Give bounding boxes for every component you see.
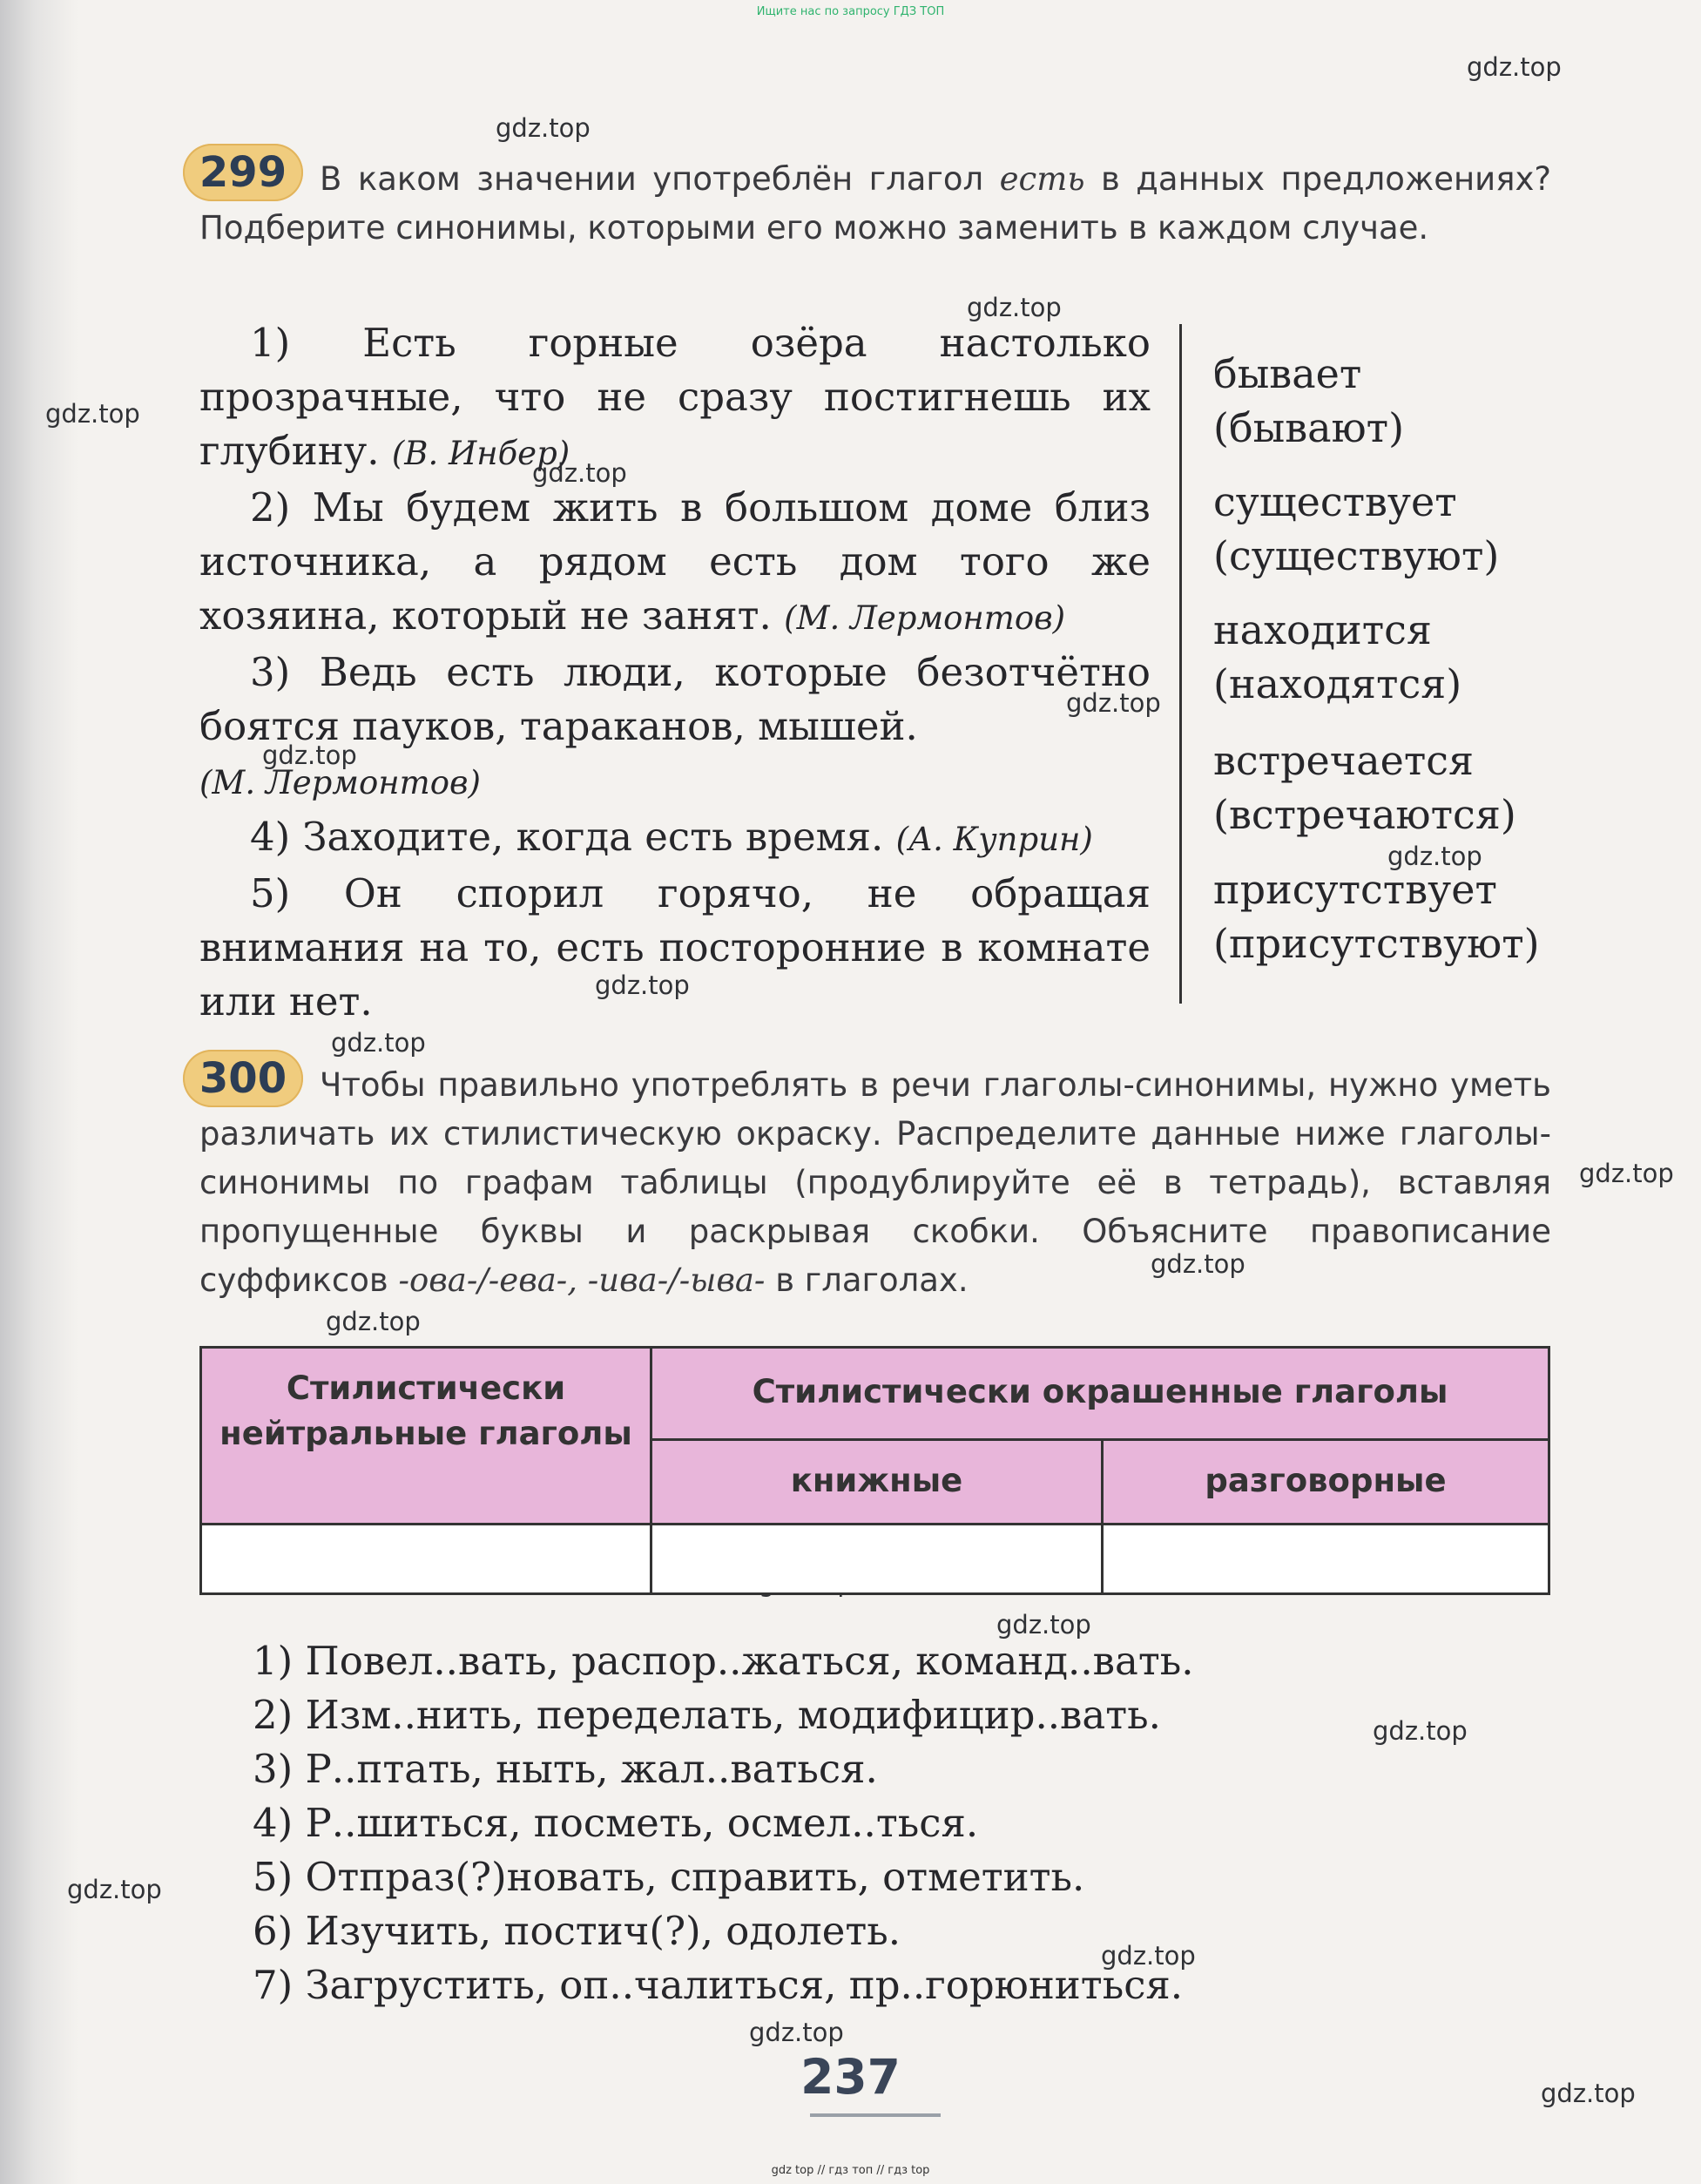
exercise-number-badge: 299 bbox=[183, 144, 303, 201]
list-item: 2) Изм..нить, переделать, модифицир..вать. bbox=[253, 1692, 1161, 1738]
task-text-part: в данных предложениях? Подберите синонимы, которыми его можно заменить в каждом случае. bbox=[199, 160, 1551, 247]
synonym-group-2: существует (существуют) bbox=[1213, 478, 1500, 579]
divider-line bbox=[1179, 324, 1182, 1004]
table-header-colloquial: разговорные bbox=[1101, 1438, 1548, 1523]
watermark: gdz.top bbox=[331, 1028, 426, 1058]
page-spine-shadow bbox=[0, 0, 78, 2184]
sentence-3: 3) Ведь есть люди, которые безотчётно боятся пауков, тараканов, мышей. bbox=[199, 649, 1151, 749]
table-header-neutral: Стилистически нейтральные глаголы bbox=[202, 1349, 650, 1523]
table-header-colored: Стилистически окрашенные глаголы bbox=[650, 1349, 1548, 1438]
sentence-1: 1) Есть горные озёра настолько прозрачные, что не сразу постигнешь их глубину. (В. Инбер) bbox=[199, 320, 1151, 474]
list-item: 6) Изучить, постич(?), одолеть. bbox=[253, 1908, 901, 1954]
table-header-bookish: книжные bbox=[650, 1438, 1101, 1523]
list-item: 3) Р..птать, ныть, жал..ваться. bbox=[253, 1746, 878, 1792]
exercise-299-sentences bbox=[199, 316, 1151, 1029]
watermark: gdz.top bbox=[1066, 688, 1161, 718]
page-number-underline bbox=[810, 2113, 941, 2117]
watermark: gdz.top bbox=[532, 458, 627, 488]
page-number: 237 bbox=[800, 2049, 901, 2105]
task-text-part: В каком значении употреблён глагол bbox=[320, 160, 1000, 198]
watermark: gdz.top bbox=[1101, 1941, 1196, 1971]
watermark: gdz.top bbox=[1373, 1716, 1468, 1746]
watermark: gdz.top bbox=[595, 970, 690, 1000]
synonym-group-3: находится (находятся) bbox=[1213, 606, 1462, 707]
watermark: gdz.top bbox=[1541, 2079, 1636, 2108]
watermark: gdz.top bbox=[1151, 1249, 1245, 1279]
list-item: 4) Р..шиться, посметь, осмел..ться. bbox=[253, 1800, 979, 1846]
header-note: Ищите нас по запросу ГДЗ ТОП bbox=[756, 5, 945, 18]
watermark: gdz.top bbox=[1467, 52, 1562, 82]
exercise-300-task: Чтобы правильно употреблять в речи глаголы-синонимы, нужно уметь различать их стилистическую окраску. Распределите данные ниже глаголы-синонимы по графам таблицы (продублируйте её в тетрадь), вставляя пропущенные буквы и раскрывая скобки. Объясните правописание суффиксов -ова-/-ева-, -ива-/-ыва- в глаголах. bbox=[199, 1066, 1551, 1299]
watermark: gdz.top bbox=[1387, 842, 1482, 871]
table-cell-empty bbox=[650, 1523, 1101, 1592]
list-item: 7) Загрустить, оп..чалиться, пр..горюниться. bbox=[253, 1962, 1184, 2008]
synonym-group-1: бывает (бывают) bbox=[1213, 350, 1405, 451]
suffix-examples: -ова-/-ева-, -ива-/-ыва- bbox=[398, 1261, 766, 1299]
exercise-number-badge: 300 bbox=[183, 1050, 303, 1107]
watermark: gdz.top bbox=[1579, 1159, 1674, 1188]
sentence-3-author: (М. Лермонтов) bbox=[199, 764, 481, 801]
watermark: gdz.top bbox=[749, 2018, 844, 2047]
sentence-2: 2) Мы будем жить в большом доме близ источника, а рядом есть дом того же хозяина, который не занят. (М. Лермонтов) bbox=[199, 484, 1151, 639]
sentence-5: 5) Он спорил горячо, не обращая внимания на то, есть посторонние в комнате или нет. bbox=[199, 870, 1151, 1024]
table-cell-empty bbox=[202, 1523, 650, 1592]
synonym-group-4: встречается (встречаются) bbox=[1213, 737, 1516, 838]
list-item: 1) Повел..вать, распор..жаться, команд..вать. bbox=[253, 1638, 1194, 1684]
highlighted-word: есть bbox=[999, 160, 1085, 198]
watermark: gdz.top bbox=[967, 293, 1062, 322]
exercise-299-task bbox=[199, 155, 1551, 253]
synonym-group-5: присутствует (присутствуют) bbox=[1213, 866, 1540, 967]
watermark: gdz.top bbox=[496, 113, 591, 143]
watermark: gdz.top bbox=[45, 399, 140, 429]
watermark: gdz.top bbox=[67, 1875, 162, 1904]
watermark: gdz.top bbox=[262, 740, 357, 770]
footer-note: gdz top // гдз топ // гдз top bbox=[771, 2164, 930, 2177]
watermark: gdz.top bbox=[996, 1610, 1091, 1640]
verb-groups-list bbox=[253, 1634, 1194, 2012]
table-cell-empty bbox=[1101, 1523, 1548, 1592]
verbs-table bbox=[199, 1346, 1550, 1595]
watermark: gdz.top bbox=[326, 1307, 421, 1336]
list-item: 5) Отпраз(?)новать, справить, отметить. bbox=[253, 1854, 1085, 1900]
sentence-4: 4) Заходите, когда есть время. (А. Куприн) bbox=[250, 814, 1093, 860]
